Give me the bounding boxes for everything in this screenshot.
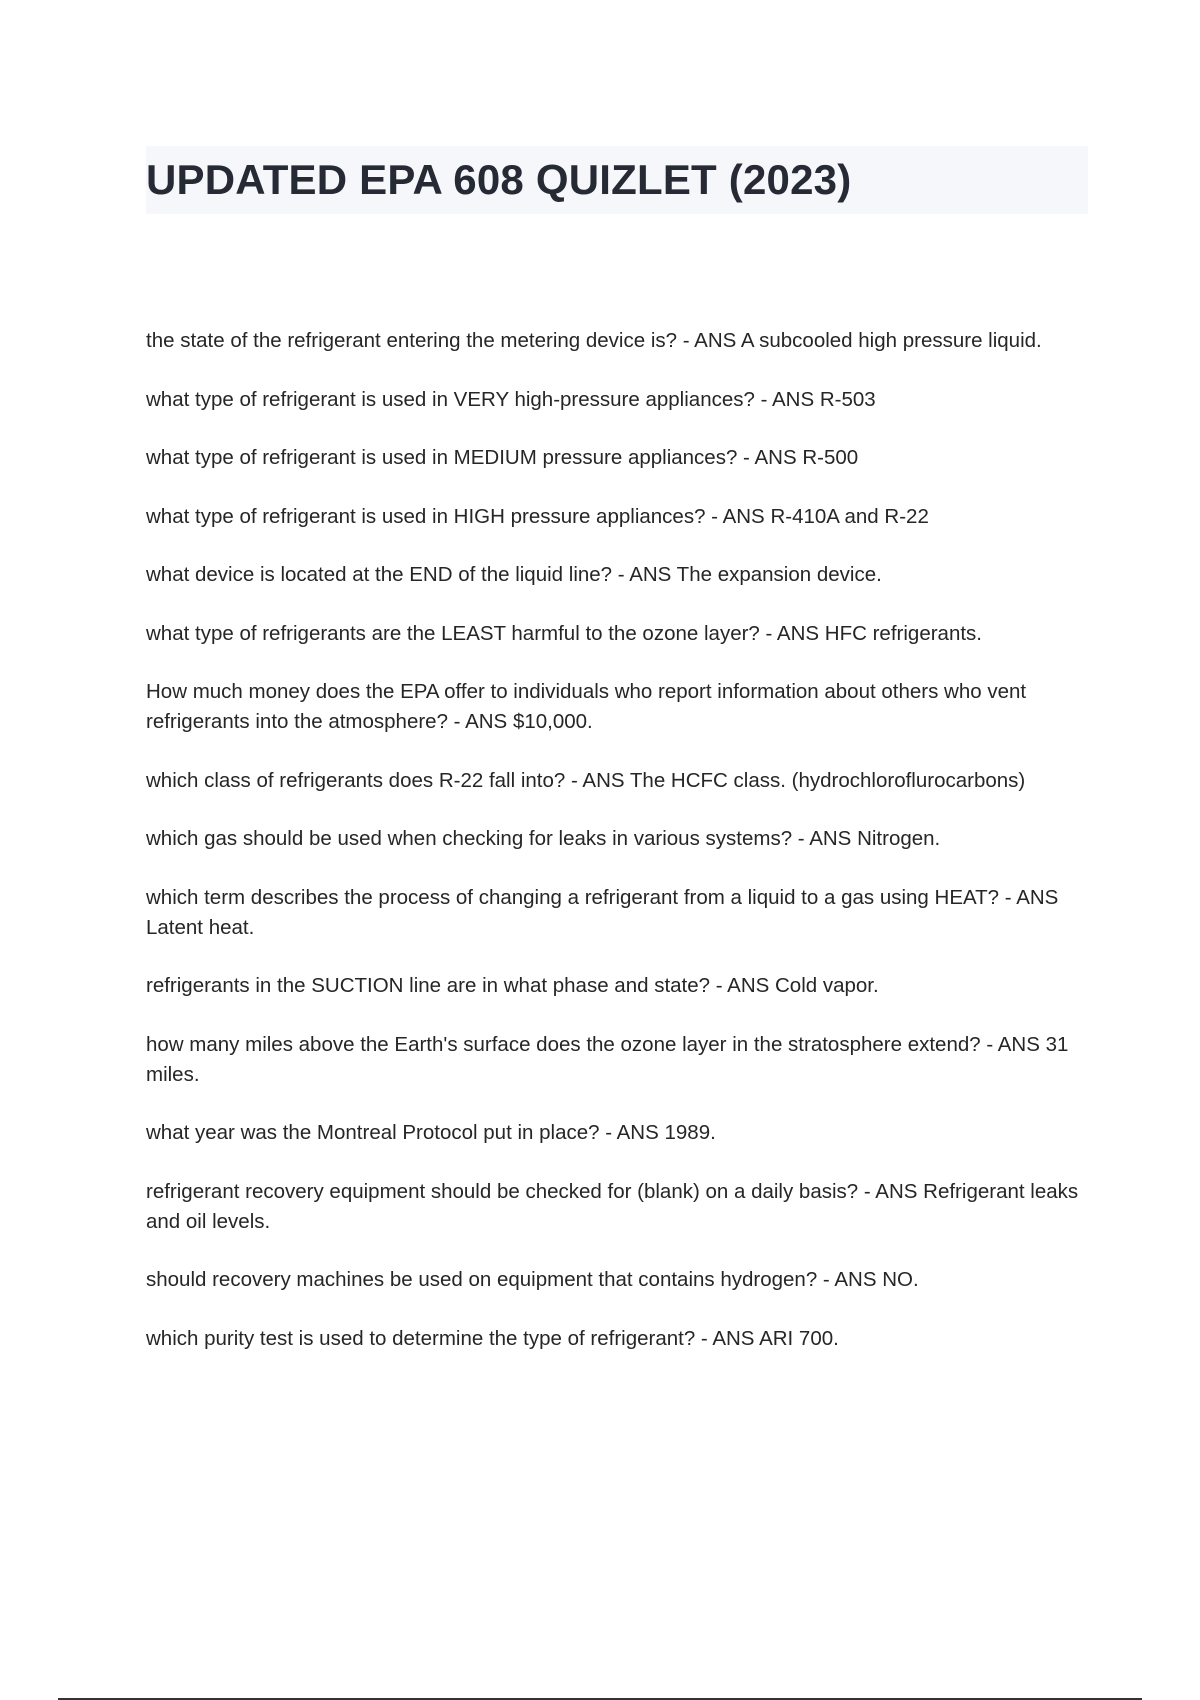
answer-text: R-500 <box>802 446 859 469</box>
answer-text: Nitrogen. <box>857 827 941 850</box>
answer-text: A subcooled high pressure liquid. <box>740 329 1042 352</box>
question-text: what type of refrigerant is used in VERY high-pressure appliances? - <box>146 387 768 411</box>
question-text: the state of the refrigerant entering the metering device is? - <box>146 329 690 352</box>
answer-text: The expansion device. <box>676 563 882 586</box>
question-text: what type of refrigerants are the LEAST harmful to the ozone layer? - <box>146 621 773 645</box>
question-text: should recovery machines be used on equipment that contains hydrogen? - <box>146 1268 830 1291</box>
answer-marker: ANS <box>694 329 737 352</box>
answer-marker: ANS <box>754 446 797 469</box>
qa-item <box>146 1265 1091 1295</box>
question-text: how many miles above the Earth's surface does the ozone layer in the stratosphere extend? - <box>146 1032 994 1056</box>
answer-text: The HCFC class. (hydrochloroflurocarbons) <box>629 768 1026 792</box>
answer-text: Refrigerant leaks and oil levels. <box>146 1179 1084 1233</box>
question-text: what type of refrigerant is used in MEDIUM pressure appliances? - <box>146 446 750 469</box>
answer-text: 1989. <box>664 1121 716 1144</box>
qa-item <box>146 677 1091 737</box>
answer-text: Cold vapor. <box>775 974 879 997</box>
question-text: which purity test is used to determine the type of refrigerant? - <box>146 1326 708 1350</box>
question-text: what device is located at the END of the liquid line? - <box>146 563 625 586</box>
answer-marker: ANS <box>875 1179 918 1203</box>
answer-marker: ANS <box>809 827 852 850</box>
qa-list <box>146 326 1091 1382</box>
answer-marker: ANS <box>727 974 770 997</box>
answer-marker: ANS <box>997 1032 1040 1056</box>
answer-marker: ANS <box>616 1121 659 1144</box>
qa-item <box>146 824 1091 854</box>
answer-text: $10,000. <box>512 710 593 733</box>
qa-item <box>146 619 1091 649</box>
qa-item <box>146 385 1091 415</box>
answer-marker: ANS <box>1016 885 1059 909</box>
question-text: which class of refrigerants does R-22 fall into? - <box>146 768 578 792</box>
question-text: which gas should be used when checking for leaks in various systems? - <box>146 827 805 850</box>
answer-marker: ANS <box>722 504 765 528</box>
answer-text: NO. <box>882 1268 919 1291</box>
qa-item <box>146 326 1091 356</box>
qa-item <box>146 443 1091 473</box>
question-text: what year was the Montreal Protocol put in place? - <box>146 1121 613 1144</box>
answer-marker: ANS <box>772 387 815 411</box>
answer-marker: ANS <box>465 710 508 733</box>
answer-text: ARI 700. <box>759 1326 839 1350</box>
answer-text: Latent heat. <box>146 915 255 939</box>
qa-item <box>146 1324 1091 1354</box>
answer-text: R-503 <box>819 387 876 411</box>
question-text: How much money does the EPA offer to individuals who report information about others who vent refrigerants into the atmosphere? - <box>146 680 1032 733</box>
qa-item <box>146 1118 1091 1148</box>
answer-text: 31 miles. <box>146 1032 1075 1086</box>
answer-marker: ANS <box>582 768 625 792</box>
qa-item <box>146 971 1091 1001</box>
question-text: refrigerants in the SUCTION line are in what phase and state? - <box>146 974 723 997</box>
qa-item <box>146 502 1091 532</box>
answer-text: R-410A and R-22 <box>770 504 929 528</box>
question-text: refrigerant recovery equipment should be checked for (blank) on a daily basis? - <box>146 1179 871 1203</box>
qa-item <box>146 766 1091 796</box>
title-band <box>146 146 1088 214</box>
qa-item <box>146 560 1091 590</box>
qa-item <box>146 1177 1091 1237</box>
qa-item <box>146 883 1091 943</box>
document-title: UPDATED EPA 608 QUIZLET (2023) <box>146 156 852 203</box>
qa-item <box>146 1030 1091 1090</box>
answer-marker: ANS <box>834 1268 877 1291</box>
answer-marker: ANS <box>776 621 820 645</box>
answer-text: HFC refrigerants. <box>824 621 982 645</box>
question-text: what type of refrigerant is used in HIGH pressure appliances? - <box>146 504 718 528</box>
answer-marker: ANS <box>712 1326 755 1350</box>
question-text: which term describes the process of changing a refrigerant from a liquid to a gas using HEAT? - <box>146 885 1012 909</box>
answer-marker: ANS <box>629 563 672 586</box>
